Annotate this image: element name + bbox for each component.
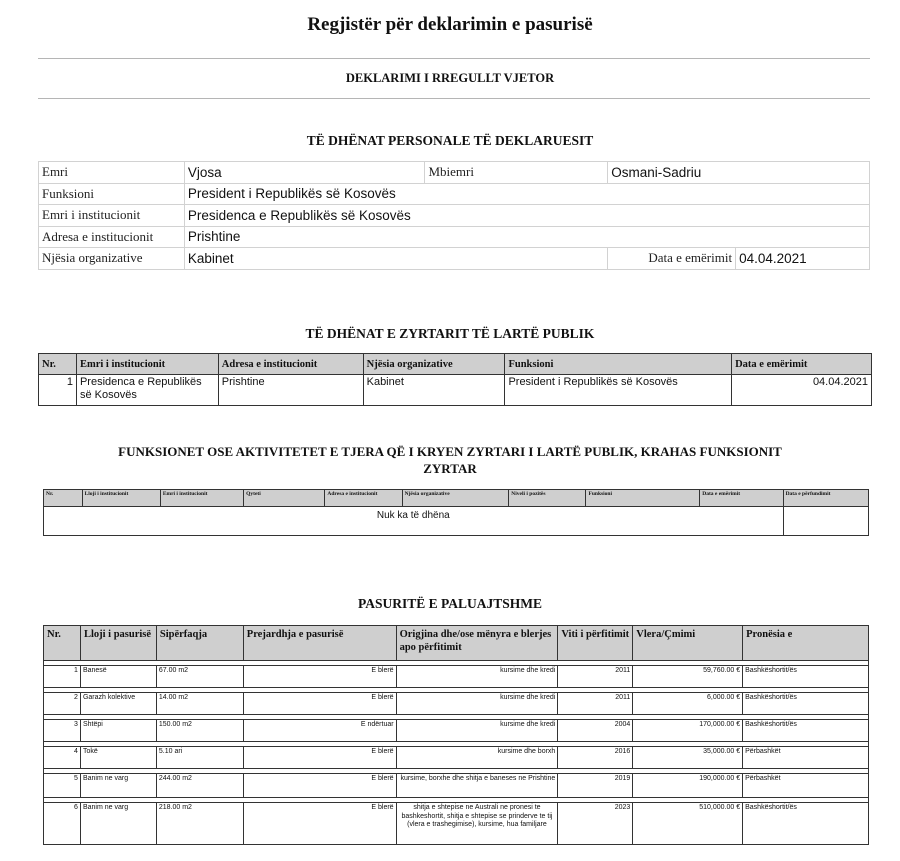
- cell-nr: 2: [44, 693, 81, 715]
- cell-lloji: Banesë: [80, 666, 156, 688]
- column-header: Origjina dhe/ose mënyra e blerjes apo përfitimit: [396, 626, 558, 661]
- column-header: Lloji i pasurisë: [80, 626, 156, 661]
- data-emerimit-label: Data e emërimit: [608, 248, 736, 270]
- cell-vlera: 35,000.00 €: [633, 747, 743, 769]
- other-functions-heading: [0, 443, 900, 477]
- cell-nr: 1: [44, 666, 81, 688]
- institucioni-value: Presidenca e Republikës së Kosovës: [184, 205, 869, 227]
- column-header: Sipërfaqja: [156, 626, 243, 661]
- page-title: Regjistër për deklarimin e pasurisë: [307, 14, 593, 35]
- cell-vlera: 6,000.00 €: [633, 693, 743, 715]
- table-header-row: [44, 626, 869, 661]
- cell-prejardhja: E blerë: [243, 774, 396, 798]
- heading-line: FUNKSIONET OSE AKTIVITETET E TJERA QË I KRYEN ZYRTARI I LARTË PUBLIK, KRAHAS FUNKSIONIT: [118, 444, 782, 459]
- njesia-value: Kabinet: [184, 248, 607, 270]
- cell-lloji: Tokë: [80, 747, 156, 769]
- cell-lloji: Banim ne varg: [80, 803, 156, 845]
- cell-prejardhja: E ndërtuar: [243, 720, 396, 742]
- table-row: [44, 666, 869, 688]
- cell-vlera: 59,760.00 €: [633, 666, 743, 688]
- cell-prejardhja: E blerë: [243, 747, 396, 769]
- adresa-label: Adresa e institucionit: [39, 226, 185, 248]
- page-subtitle: DEKLARIMI I RREGULLT VJETOR: [345, 71, 555, 85]
- personal-data-table: [38, 161, 870, 270]
- cell-nr: 3: [44, 720, 81, 742]
- cell-origjina: kursime dhe kredi: [396, 666, 558, 688]
- cell-viti: 2019: [558, 774, 633, 798]
- cell-vlera: 170,000.00 €: [633, 720, 743, 742]
- cell-origjina: kursime dhe borxh: [396, 747, 558, 769]
- cell-njesia: Kabinet: [363, 375, 505, 406]
- table-row: [39, 248, 870, 270]
- funksioni-value: President i Republikës së Kosovës: [184, 183, 869, 205]
- table-header-row: [39, 354, 872, 375]
- table-row: [44, 720, 869, 742]
- cell-viti: 2023: [558, 803, 633, 845]
- column-header: Adresa e institucionit: [325, 490, 402, 507]
- official-data-table: [38, 353, 872, 406]
- column-header: Funksioni: [586, 490, 700, 507]
- assets-heading: PASURITË E PALUAJTSHME: [357, 596, 543, 611]
- column-header: Pronësia e: [743, 626, 869, 661]
- emri-value: Vjosa: [184, 162, 425, 184]
- column-header: Data e përfundimit: [783, 490, 868, 507]
- column-header: Qyteti: [244, 490, 325, 507]
- column-header: Niveli i pozitës: [509, 490, 586, 507]
- column-header: Nr.: [39, 354, 77, 375]
- cell-siperfaqja: 14.00 m2: [156, 693, 243, 715]
- cell-pronesia: Bashkëshortit/ës: [743, 803, 869, 845]
- column-header: Emri i institucionit: [160, 490, 243, 507]
- table-row: [39, 375, 872, 406]
- column-header: Prejardhja e pasurisë: [243, 626, 396, 661]
- cell-viti: 2004: [558, 720, 633, 742]
- cell-siperfaqja: 67.00 m2: [156, 666, 243, 688]
- cell-prejardhja: E blerë: [243, 666, 396, 688]
- institucioni-label: Emri i institucionit: [39, 205, 185, 227]
- table-header-row: [44, 490, 869, 507]
- column-header: Lloji i institucionit: [82, 490, 160, 507]
- other-functions-table: [43, 489, 869, 536]
- cell-siperfaqja: 150.00 m2: [156, 720, 243, 742]
- table-row: [44, 803, 869, 845]
- divider: [38, 98, 870, 99]
- cell-pronesia: Bashkëshortit/ës: [743, 693, 869, 715]
- cell-viti: 2016: [558, 747, 633, 769]
- personal-heading: TË DHËNAT PERSONALE TË DEKLARUESIT: [306, 133, 594, 148]
- cell-lloji: Shtëpi: [80, 720, 156, 742]
- empty-cell: [783, 507, 868, 536]
- cell-origjina: shitja e shtepise ne Australi ne pronesi te bashkeshortit, shitja e shtepise se prinderve te tij (vlera e trashegimise), kursime, hua familjare: [396, 803, 558, 845]
- table-row: [39, 183, 870, 205]
- column-header: Njësia organizative: [363, 354, 505, 375]
- table-row: [44, 693, 869, 715]
- cell-vlera: 510,000.00 €: [633, 803, 743, 845]
- immovable-assets-table: [43, 625, 869, 845]
- column-header: Funksioni: [505, 354, 732, 375]
- cell-lloji: Garazh kolektive: [80, 693, 156, 715]
- divider: [38, 58, 870, 59]
- column-header: Vlera/Çmimi: [633, 626, 743, 661]
- cell-pronesia: Bashkëshortit/ës: [743, 720, 869, 742]
- cell-data: 04.04.2021: [732, 375, 872, 406]
- table-row: [44, 747, 869, 769]
- cell-pronesia: Përbashkët: [743, 747, 869, 769]
- cell-adresa: Prishtine: [218, 375, 363, 406]
- column-header: Emri i institucionit: [76, 354, 218, 375]
- heading-line: ZYRTAR: [423, 461, 477, 476]
- table-row: [44, 774, 869, 798]
- cell-nr: 4: [44, 747, 81, 769]
- cell-vlera: 190,000.00 €: [633, 774, 743, 798]
- table-row: [44, 507, 869, 536]
- cell-origjina: kursime dhe kredi: [396, 693, 558, 715]
- data-emerimit-value: 04.04.2021: [736, 248, 870, 270]
- njesia-label: Njësia organizative: [39, 248, 185, 270]
- column-header: Adresa e institucionit: [218, 354, 363, 375]
- cell-nr: 5: [44, 774, 81, 798]
- cell-lloji: Banim ne varg: [80, 774, 156, 798]
- funksioni-label: Funksioni: [39, 183, 185, 205]
- table-row: [39, 162, 870, 184]
- official-heading: TË DHËNAT E ZYRTARIT TË LARTË PUBLIK: [305, 326, 595, 341]
- column-header: Nr.: [44, 626, 81, 661]
- table-row: [39, 205, 870, 227]
- cell-siperfaqja: 5.10 ari: [156, 747, 243, 769]
- cell-viti: 2011: [558, 666, 633, 688]
- cell-pronesia: Bashkëshortit/ës: [743, 666, 869, 688]
- adresa-value: Prishtine: [184, 226, 869, 248]
- column-header: Data e emërimit: [700, 490, 783, 507]
- column-header: Nr.: [44, 490, 83, 507]
- cell-nr: 6: [44, 803, 81, 845]
- cell-viti: 2011: [558, 693, 633, 715]
- cell-prejardhja: E blerë: [243, 693, 396, 715]
- cell-pronesia: Përbashkët: [743, 774, 869, 798]
- cell-funksioni: President i Republikës së Kosovës: [505, 375, 732, 406]
- cell-institucioni: Presidenca e Republikës së Kosovës: [76, 375, 218, 406]
- cell-origjina: kursime, borxhe dhe shitja e baneses ne Prishtine: [396, 774, 558, 798]
- emri-label: Emri: [39, 162, 185, 184]
- cell-siperfaqja: 244.00 m2: [156, 774, 243, 798]
- cell-nr: 1: [39, 375, 77, 406]
- cell-origjina: kursime dhe kredi: [396, 720, 558, 742]
- cell-siperfaqja: 218.00 m2: [156, 803, 243, 845]
- column-header: Njësia organizative: [402, 490, 509, 507]
- mbiemri-label: Mbiemri: [425, 162, 608, 184]
- mbiemri-value: Osmani-Sadriu: [608, 162, 870, 184]
- column-header: Data e emërimit: [732, 354, 872, 375]
- column-header: Viti i përfitimit: [558, 626, 633, 661]
- empty-message: Nuk ka të dhëna: [44, 507, 784, 536]
- cell-prejardhja: E blerë: [243, 803, 396, 845]
- table-row: [39, 226, 870, 248]
